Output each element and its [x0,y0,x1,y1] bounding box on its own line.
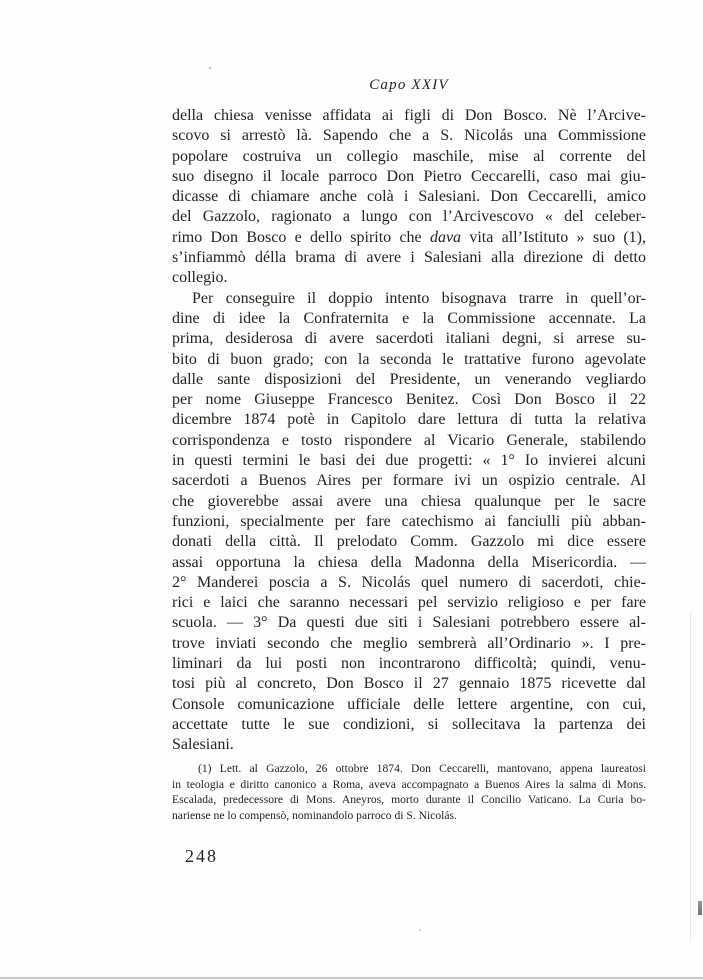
footnote [172,761,646,823]
paragraph [172,106,646,289]
text-line: del Gazzolo, ragionato a lungo con l’Arcivescovo « del celeber- [172,208,646,226]
scan-bottom-edge-line [0,977,703,979]
text-line: collegio. [172,269,228,287]
scan-right-edge-mark [698,901,702,915]
paragraph [172,761,646,823]
text-line: 2° Manderei poscia a S. Nicolás quel numero di sacerdoti, chie- [172,573,646,591]
text-line: scuola. — 3° Da questi due siti i Salesiani potrebbero essere al- [172,614,646,632]
text-line: Per conseguire il doppio intento bisognava trarre in quell’or- [192,289,646,307]
text-line: funzioni, specialmente per fare catechismo ai fanciulli più abban- [172,512,646,530]
text-line: Salesiani. [172,736,234,754]
text-line: suo disegno il locale parroco Don Pietro Ceccarelli, caso mai giu- [172,167,646,185]
text-line: accettate tutte le sue condizioni, si sollecitava la partenza dei [172,715,646,733]
text-line: trove inviati secondo che meglio sembrerà all’Ordinario ». I pre- [172,634,646,652]
scan-speck [419,929,421,931]
text-line: in questi termini le basi dei due progetti: « 1° Io invierei alcuni [172,452,646,470]
text-line: corrispondenza e tosto rispondere al Vicario Generale, stabilendo [172,431,646,449]
text-line: popolare costruiva un collegio maschile, mise al corrente del [172,147,646,165]
text-line: liminari da lui posti non incontrarono difficoltà; quindi, venu- [172,655,646,673]
text-line: prima, desiderosa di avere sacerdoti italiani degni, si arrese su- [172,330,646,348]
text-line: dicembre 1874 potè in Capitolo dare lettura di tutta la relativa [172,411,646,429]
text-line: donati della città. Il prelodato Comm. Gazzolo mi dice essere [172,533,646,551]
text-line: tosi più al concreto, Don Bosco il 27 gennaio 1875 ricevette dal [172,675,646,693]
text-line: s’infiammò délla brama di avere i Salesiani alla direzione di detto [172,249,646,267]
text-line: (1) Lett. al Gazzolo, 26 ottobre 1874. Don Ceccarelli, mantovano, appena laureatosi [198,762,646,775]
text-line: per nome Giuseppe Francesco Benitez. Così Don Bosco il 22 [172,391,646,409]
text-line: Escalada, predecessore di Mons. Aneyros, morto durante il Concilio Vaticano. La Curia bo- [172,793,646,807]
text-line: della chiesa venisse affidata ai figli di Don Bosco. Nè l’Arcive- [172,107,646,124]
text-line: rimo Don Bosco e dello spirito che dava vita all’Istituto » suo (1), [172,228,647,246]
text-line: che gioverebbe assai avere una chiesa qualunque per le sacre [172,492,646,510]
text-line: rici e laici che saranno necessari pel servizio religioso e per fare [172,594,646,612]
text-line: dalle sante disposizioni del Presidente, un venerando vegliardo [172,370,646,388]
text-line: bito di buon grado; con la seconda le trattative furono agevolate [172,350,646,368]
text-line: sacerdoti a Buenos Aires per formare ivi un ospizio centrale. Al [172,472,646,490]
page-number: 248 [185,846,218,866]
text-line: dicasse di chiamare anche colà i Salesiani. Don Ceccarelli, amico [172,188,646,206]
text-line: Console comunicazione ufficiale delle lettere argentine, con cui, [172,695,646,713]
body-text [172,106,646,756]
text-line: in teologia e diritto canonico a Roma, aveva accompagnato a Buenos Aires la salma di Mons. [172,777,646,791]
text-line: scovo si arrestò là. Sapendo che a S. Nicolás una Commissione [172,127,646,145]
scan-speck [209,67,211,69]
text-line: assai opportuna la chiesa della Madonna della Misericordia. — [172,553,646,571]
scan-fold-line [690,612,691,942]
text-line: nariense ne lo compensò, nominandolo parroco di S. Nicolás. [172,808,457,822]
chapter-header: Capo XXIV [369,77,449,93]
text-line: dine di idee la Confraternita e la Commissione accennate. La [172,309,646,327]
paragraph [172,289,646,756]
